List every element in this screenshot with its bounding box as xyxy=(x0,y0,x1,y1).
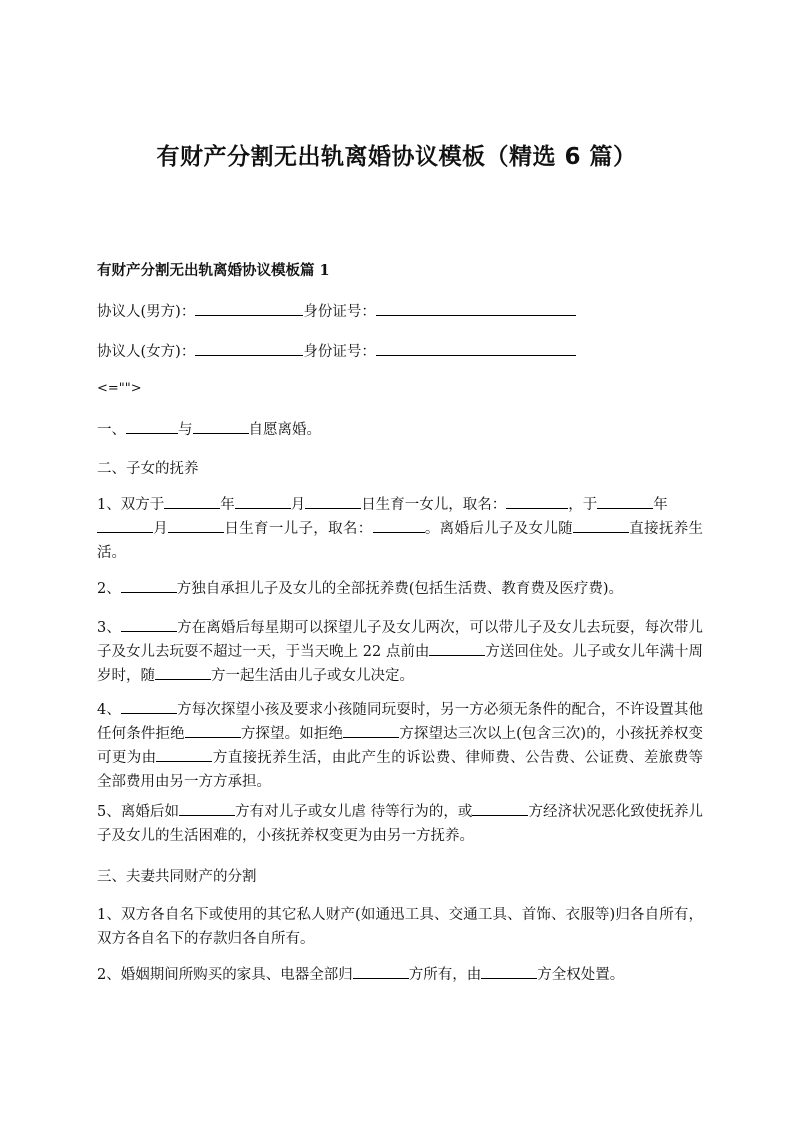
blank-field xyxy=(121,616,177,632)
blank-field xyxy=(155,664,211,680)
text: 年 xyxy=(220,497,235,513)
party-male-line xyxy=(97,300,703,324)
blank-field xyxy=(472,800,528,816)
blank-field xyxy=(97,517,153,533)
text: 方在离婚后每星期可以探望儿子及女儿两次，可以带儿子及女儿去玩耍，每次带儿子及女儿去玩耍不超过一天，于当天晚上 22 点前由 xyxy=(97,620,703,660)
paragraph-5 xyxy=(97,698,703,794)
blank-field xyxy=(121,577,177,593)
paragraph-3 xyxy=(97,577,703,601)
blank-field xyxy=(235,493,291,509)
blank-field xyxy=(193,418,249,434)
blank-field xyxy=(376,300,576,316)
text: 方所有，由 xyxy=(408,967,482,983)
blank-field xyxy=(481,963,537,979)
text: 2、 xyxy=(97,581,121,597)
section-title: 有财产分割无出轨离婚协议模板篇 1 xyxy=(97,262,330,279)
party-female-label: 协议人(女方)： xyxy=(97,344,196,360)
blank-field xyxy=(195,340,303,356)
text: 日生育一儿子，取名： xyxy=(224,521,373,537)
paragraph-7: 1、双方各自名下或使用的其它私人财产(如通迅工具、交通工具、首饰、衣服等)归各自所有，双方各自名下的存款归各自所有。 xyxy=(97,907,703,947)
text: ，于 xyxy=(568,497,598,513)
party-female-line xyxy=(97,340,703,364)
text: 方探望达三次以上(包含三次)的，小孩抚养权变可更为由 xyxy=(97,726,704,766)
text: 方独自承担儿子及女儿的全部抚养费(包括生活费、教育费及医疗费)。 xyxy=(176,581,624,597)
paragraph-8 xyxy=(97,963,703,987)
text: 与 xyxy=(178,422,193,438)
text: 日生育一女儿，取名： xyxy=(361,497,507,513)
stray-markup-text: <=""> xyxy=(97,381,142,396)
blank-field xyxy=(343,722,399,738)
document-title: 有财产分割无出轨离婚协议模板（精选 6 篇） xyxy=(156,144,637,170)
blank-field xyxy=(373,517,425,533)
blank-field xyxy=(185,722,241,738)
blank-field xyxy=(506,493,568,509)
text: 方每次探望小孩及要求小孩随同玩耍时，另一方必须无条件的配合，不许设置其他任何条件拒绝 xyxy=(97,702,703,742)
text: 3、 xyxy=(97,620,121,636)
blank-field xyxy=(305,493,361,509)
text: 自愿离婚。 xyxy=(248,422,321,438)
text: 月 xyxy=(153,521,169,537)
text: 4、 xyxy=(97,702,121,718)
text: 5、离婚后如 xyxy=(97,804,180,820)
blank-field xyxy=(597,493,653,509)
blank-field xyxy=(164,493,220,509)
blank-field xyxy=(195,300,303,316)
text: 1、双方于 xyxy=(97,497,165,513)
text: 2、婚姻期间所购买的家具、电器全部归 xyxy=(97,967,353,983)
text: 方探望。如拒绝 xyxy=(240,726,344,742)
blank-field xyxy=(179,800,235,816)
blank-field xyxy=(126,418,178,434)
blank-field xyxy=(168,517,224,533)
blank-field xyxy=(376,340,576,356)
heading-property-division: 三、夫妻共同财产的分割 xyxy=(97,869,257,885)
heading-child-custody: 二、子女的抚养 xyxy=(97,461,199,477)
paragraph-4 xyxy=(97,616,703,688)
blank-field xyxy=(121,698,177,714)
text: 方一起生活由儿子或女儿决定。 xyxy=(211,668,414,684)
text: 方有对儿子或女儿虐 待等行为的，或 xyxy=(235,804,473,820)
text: 方送回住处。儿子或女儿年满十周岁时，随 xyxy=(97,644,704,684)
text: 年 xyxy=(653,497,668,513)
blank-field xyxy=(429,640,485,656)
text: 一、 xyxy=(97,422,126,438)
text: 直接抚养生活。 xyxy=(97,521,704,561)
paragraph-2 xyxy=(97,493,703,565)
paragraph-1 xyxy=(97,418,703,442)
id-label: 身份证号： xyxy=(303,344,376,360)
text: 月 xyxy=(290,497,306,513)
text: 方直接抚养生活，由此产生的诉讼费、律师费、公告费、公证费、差旅费等全部费用由另一方方承担。 xyxy=(97,750,704,790)
blank-field xyxy=(353,963,409,979)
party-male-label: 协议人(男方)： xyxy=(97,304,196,320)
text: 方全权处置。 xyxy=(537,967,625,983)
text: 。离婚后儿子及女儿随 xyxy=(424,521,573,537)
blank-field xyxy=(573,517,629,533)
blank-field xyxy=(156,746,212,762)
paragraph-6 xyxy=(97,800,703,848)
id-label: 身份证号： xyxy=(303,304,376,320)
text: 方经济状况恶化致使抚养儿子及女儿的生活困难的，小孩抚养权变更为由另一方抚养。 xyxy=(97,804,704,844)
